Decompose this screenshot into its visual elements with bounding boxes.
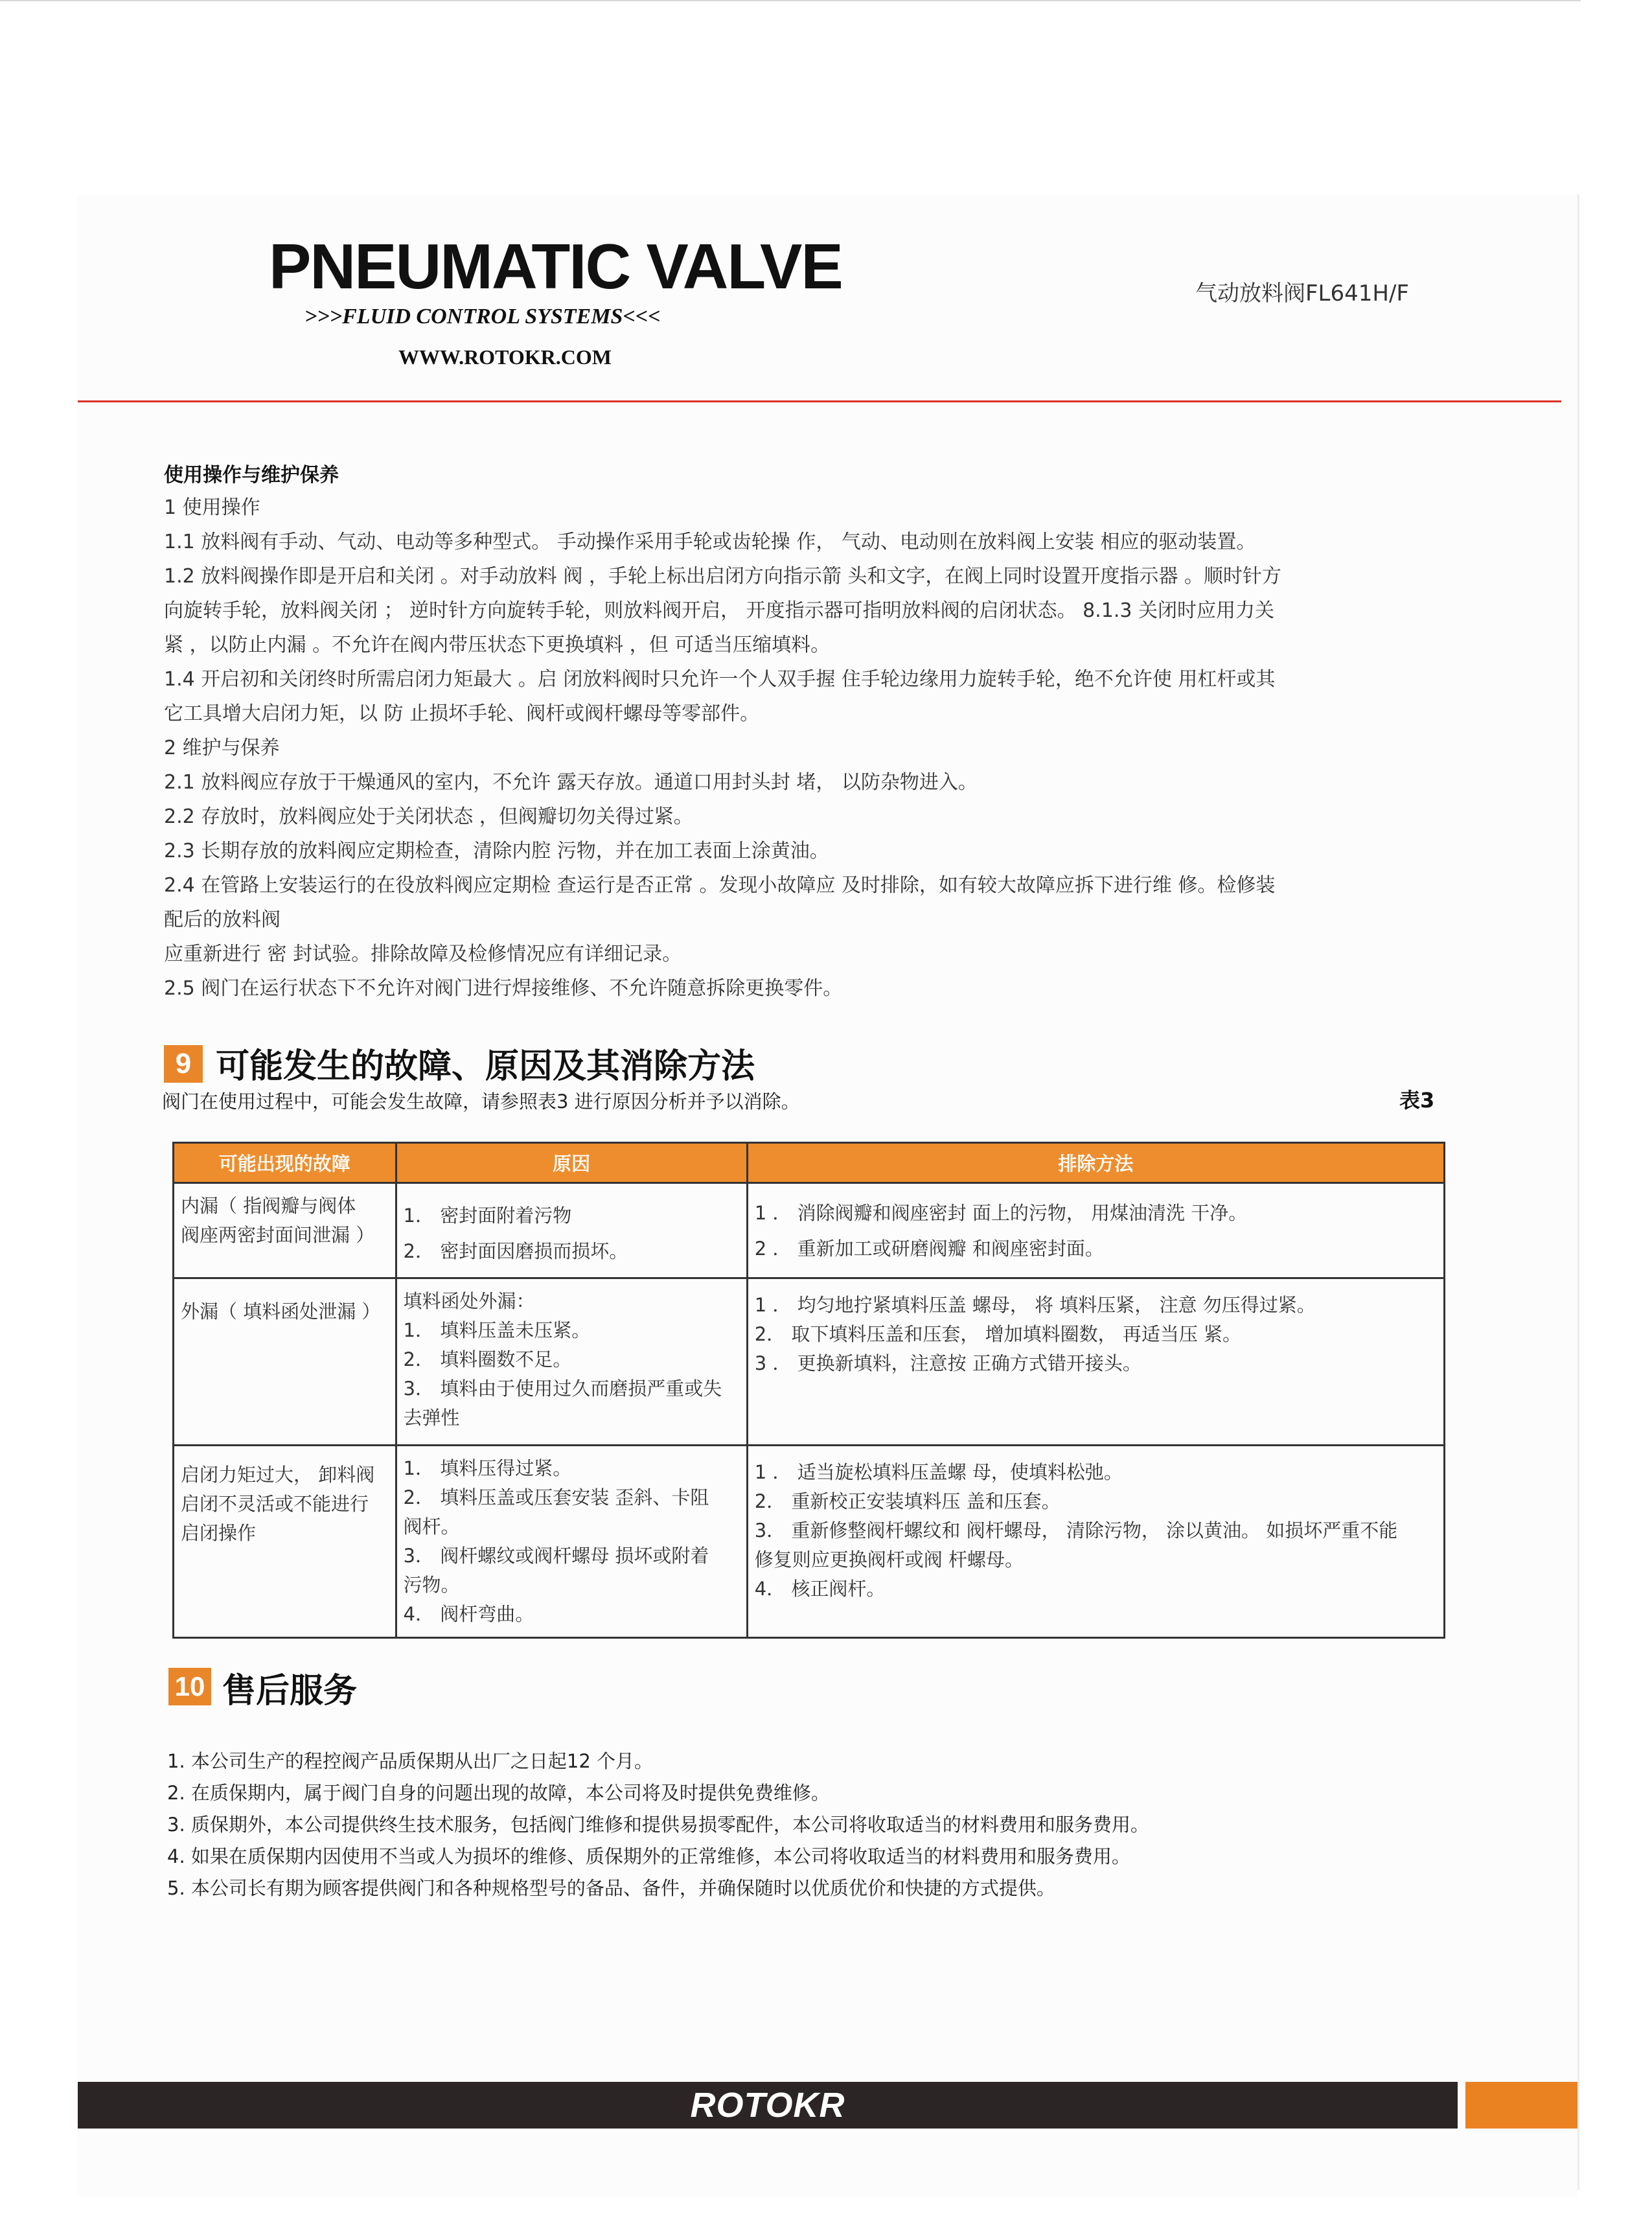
cause-cell [396,1183,747,1278]
cell-text: 2． 填料圈数不足。 [403,1348,572,1370]
table-row [174,1278,1445,1446]
maintenance-line: 应重新进行 密 封试验。排除故障及检修情况应有详细记录。 [164,943,682,965]
cell-text: 启闭操作 [181,1522,257,1544]
cell-text: 4． 阀杆弯曲。 [403,1603,534,1625]
maintenance-line: 1 使用操作 [164,496,260,519]
logo-subtitle: >>>FLUID CONTROL SYSTEMS<<< [304,305,661,329]
maintenance-body [164,490,1281,1006]
cell-text: 阀杆。 [403,1516,460,1538]
service-item: 2. 在质保期内，属于阀门自身的问题出现的故障，本公司将及时提供免费维修。 [167,1782,830,1804]
cell-text: 1． 密封面附着污物 [403,1205,572,1227]
maintenance-line: 1.4 开启初和关闭终时所需启闭力矩最大 。启 闭放料阀时只允许一个人双手握 住手轮边缘用力旋转手轮，绝不允许使 用杠杆或其 [164,668,1276,691]
section-9-badge: 9 [164,1045,203,1083]
cell-text: 2． 填料压盖或压套安装 歪斜、卡阻 [403,1486,709,1508]
column-header: 可能出现的故障 [174,1143,396,1183]
cell-text: 3． 重新修整阀杆螺纹和 阀杆螺母， 清除污物， 涂以黄油。 如损坏严重不能 [754,1519,1398,1541]
footer-accent [1465,2082,1577,2129]
maintenance-line: 1.1 放料阀有手动、气动、电动等多种型式。 手动操作采用手轮或齿轮操 作， 气动、电动则在放料阀上安装 相应的驱动装置。 [164,531,1256,553]
maintenance-line: 向旋转手轮，放料阀关闭 ； 逆时针方向旋转手轮，则放料阀开启， 开度指示器可指明放料阀的启闭状态。 8.1.3 关闭时应用力关 [164,599,1275,622]
cell-text: 1． 填料压盖未压紧。 [403,1319,591,1341]
service-item: 3. 质保期外，本公司提供终生技术服务，包括阀门维修和提供易损零配件，本公司将收取适当的材料费用和服务费用。 [167,1814,1149,1836]
maintenance-line: 1.2 放料阀操作即是开启和关闭 。对手动放料 阀 ，手轮上标出启闭方向指示箭 头和文字，在阀上同时设置开度指示器 。顺时针方 [164,565,1281,588]
cell-text: 1 ． 适当旋松填料压盖螺 母，使填料松弛。 [754,1461,1123,1483]
maintenance-line: 紧 ，以防止内漏 。不允许在阀内带压状态下更换填料 ，但 可适当压缩填料。 [164,634,831,656]
service-item: 4. 如果在质保期内因使用不当或人为损坏的维修、质保期外的正常维修，本公司将收取适当的材料费用和服务费用。 [167,1845,1130,1867]
remedy-cell [747,1278,1444,1446]
cell-text: 1． 填料压得过紧。 [403,1457,572,1479]
cell-text: 外漏（ 填料函处泄漏 ） [181,1300,381,1322]
cell-text: 4． 核正阀杆。 [754,1578,886,1600]
maintenance-line: 2.1 放料阀应存放于干燥通风的室内，不允许 露天存放。通道口用封头封 堵， 以防杂物进入。 [164,771,978,794]
cell-text: 2． 重新校正安装填料压 盖和压套。 [754,1490,1061,1512]
column-header: 排除方法 [747,1143,1444,1183]
cell-text: 填料函处外漏： [403,1290,535,1312]
maintenance-line: 2.4 在管路上安装运行的在役放料阀应定期检 查运行是否正常 。发现小故障应 及时排除，如有较大故障应拆下进行维 修。检修装 [164,874,1276,897]
fault-cell [174,1278,396,1446]
cause-cell [396,1278,747,1446]
top-divider [0,0,1581,1]
cell-text: 2． 取下填料压盖和压套， 增加填料圈数， 再适当压 紧。 [754,1323,1242,1345]
cell-text: 内漏（ 指阀瓣与阀体 [181,1195,356,1217]
cause-cell [396,1446,747,1638]
service-item: 5. 本公司长有期为顾客提供阀门和各种规格型号的备品、备件，并确保随时以优质优价和快捷的方式提供。 [167,1877,1055,1899]
section-10-title: 售后服务 [222,1672,358,1711]
table-row [174,1446,1445,1638]
section-9-intro: 阀门在使用过程中，可能会发生故障，请参照表3 进行原因分析并予以消除。 [162,1090,800,1113]
cell-text: 1 ． 均匀地拧紧填料压盖 螺母， 将 填料压紧， 注意 勿压得过紧。 [754,1294,1316,1316]
page-edge [1577,194,1579,2190]
cell-text: 阀座两密封面间泄漏 ） [181,1224,375,1246]
cell-text: 2． 密封面因磨损而损坏。 [403,1240,628,1262]
footer-logo: ROTOKR [690,2086,845,2125]
maintenance-line: 2.3 长期存放的放料阀应定期检查，清除内腔 污物，并在加工表面上涂黄油。 [164,840,829,862]
column-header: 原因 [396,1143,747,1183]
section-10-badge: 10 [168,1668,211,1705]
cell-text: 3． 阀杆螺纹或阀杆螺母 损坏或附着 [403,1545,709,1567]
header-rule [78,400,1561,402]
cell-text: 污物。 [403,1574,460,1596]
service-item: 1. 本公司生产的程控阀产品质保期从出厂之日起12 个月。 [167,1750,654,1772]
section-9-title: 可能发生的故障、原因及其消除方法 [216,1047,755,1086]
cell-text: 去弹性 [403,1407,460,1429]
service-list [167,1746,1149,1904]
remedy-cell [747,1446,1444,1638]
table-header-row [174,1143,1445,1183]
cell-text: 3 ． 更换新填料，注意按 正确方式错开接头。 [754,1352,1141,1374]
logo-title: PNEUMATIC VALVE [269,231,842,302]
remedy-cell [747,1183,1444,1278]
cell-text: 1 ． 消除阀瓣和阀座密封 面上的污物， 用煤油清洗 干净。 [754,1202,1248,1224]
fault-cell [174,1446,396,1638]
table-label: 表3 [1399,1088,1435,1113]
maintenance-line: 它工具增大启闭力矩，以 防 止损坏手轮、阀杆或阀杆螺母等零部件。 [164,702,760,725]
maintenance-line: 配后的放料阀 [164,908,281,931]
fault-table [172,1142,1445,1639]
cell-text: 3． 填料由于使用过久而磨损严重或失 [403,1378,722,1400]
cell-text: 启闭不灵活或不能进行 [181,1493,369,1515]
maintenance-line: 2 维护与保养 [164,737,280,759]
maintenance-heading: 使用操作与维护保养 [164,464,339,487]
maintenance-line: 2.2 存放时，放料阀应处于关闭状态 ，但阀瓣切勿关得过紧。 [164,805,693,828]
logo-url: WWW.ROTOKR.COM [398,345,612,369]
table-row [174,1183,1445,1278]
cell-text: 启闭力矩过大， 卸料阀 [181,1464,375,1486]
cell-text: 2 ． 重新加工或研磨阀瓣 和阀座密封面。 [754,1238,1104,1260]
maintenance-line: 2.5 阀门在运行状态下不允许对阀门进行焊接维修、不允许随意拆除更换零件。 [164,977,843,1000]
fault-cell [174,1183,396,1278]
document-id: 气动放料阀FL641H/F [1195,281,1409,306]
cell-text: 修复则应更换阀杆或阀 杆螺母。 [754,1549,1024,1571]
